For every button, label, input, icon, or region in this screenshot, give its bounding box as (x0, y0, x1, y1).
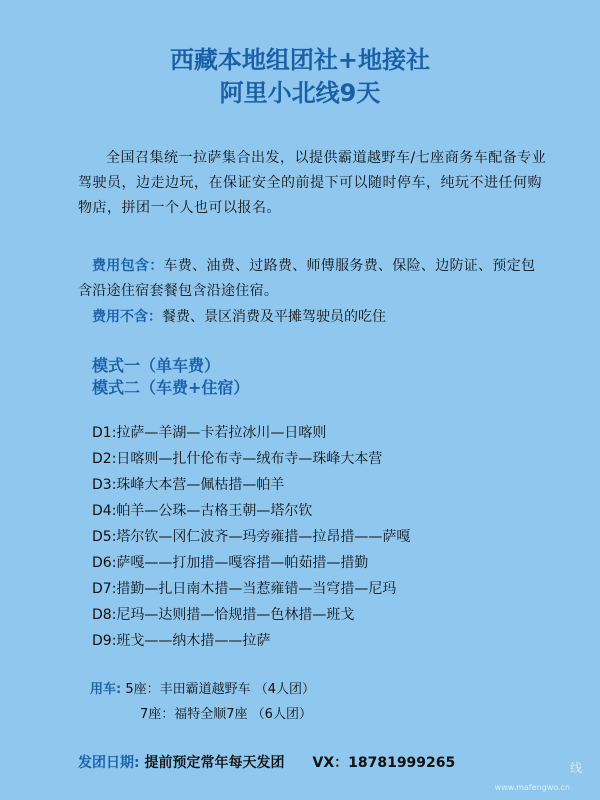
intro-paragraph: 全国召集统一拉萨集合出发，以提供霸道越野车/七座商务车配备专业驾驶员，边走边玩，在保证安全的前提下可以随时停车，纯玩不进任何购物店，拼团一个人也可以报名。 (78, 150, 547, 216)
includes-label: 费用包含： (92, 258, 164, 274)
page-title: 西藏本地组团社+地接社 (169, 46, 431, 74)
watermark: 线 (569, 761, 582, 775)
mode-one: 模式一（单车费） (92, 356, 221, 375)
departure-text: 提前预定常年每天发团 (144, 755, 285, 771)
vehicle-line-1 (90, 680, 315, 700)
vehicle-7-seat: 7座：福特全顺7座 （6人团） (140, 707, 312, 722)
itinerary-day-6: D6:萨嘎——打加措—嘎容措—帕茹措—措勤 (92, 555, 369, 571)
contact-wechat: VX：18781999265 (312, 755, 456, 771)
includes-paragraph (78, 254, 548, 304)
mode-two: 模式二（车费+住宿） (92, 378, 250, 397)
vehicle-line-2 (140, 705, 312, 725)
itinerary-day-2: D2:日喀则—扎什伦布寺—绒布寺—珠峰大本营 (92, 451, 383, 467)
itinerary-day-7: D7:措勤—扎日南木措—当惹雍错—当穹措—尼玛 (92, 581, 397, 597)
departure-label: 发团日期: (78, 755, 140, 771)
itinerary-day-1: D1:拉萨—羊湖—卡若拉冰川—日喀则 (92, 425, 327, 441)
itinerary-day-5: D5:塔尔钦—冈仁波齐—玛旁雍措—拉昂措——萨嘎 (92, 529, 411, 545)
itinerary-day-3: D3:珠峰大本营—佩枯措—帕羊 (92, 477, 285, 493)
includes-text: 车费、油费、过路费、师傅服务费、保险、边防证、预定包含沿途住宿套餐包含沿途住宿。 (78, 258, 536, 299)
vehicle-label: 用车: (90, 682, 122, 697)
excludes-label: 费用不含： (92, 309, 162, 325)
footer (78, 752, 455, 774)
page-subtitle: 阿里小北线9天 (219, 79, 381, 107)
excludes-text: 餐费、景区消费及平摊驾驶员的吃住 (162, 309, 386, 325)
itinerary-day-4: D4:帕羊—公珠—古格王朝—塔尔钦 (92, 503, 313, 519)
itinerary-day-9: D9:班戈——纳木措——拉萨 (92, 633, 271, 649)
excludes-paragraph (78, 305, 548, 330)
watermark-url: www.mafengwo.cn (494, 783, 570, 792)
itinerary-list (92, 420, 410, 654)
itinerary-day-8: D8:尼玛—达则措—恰规措—色林措—班戈 (92, 607, 355, 623)
vehicle-5-seat: 5座：丰田霸道越野车 （4人团） (125, 682, 316, 697)
